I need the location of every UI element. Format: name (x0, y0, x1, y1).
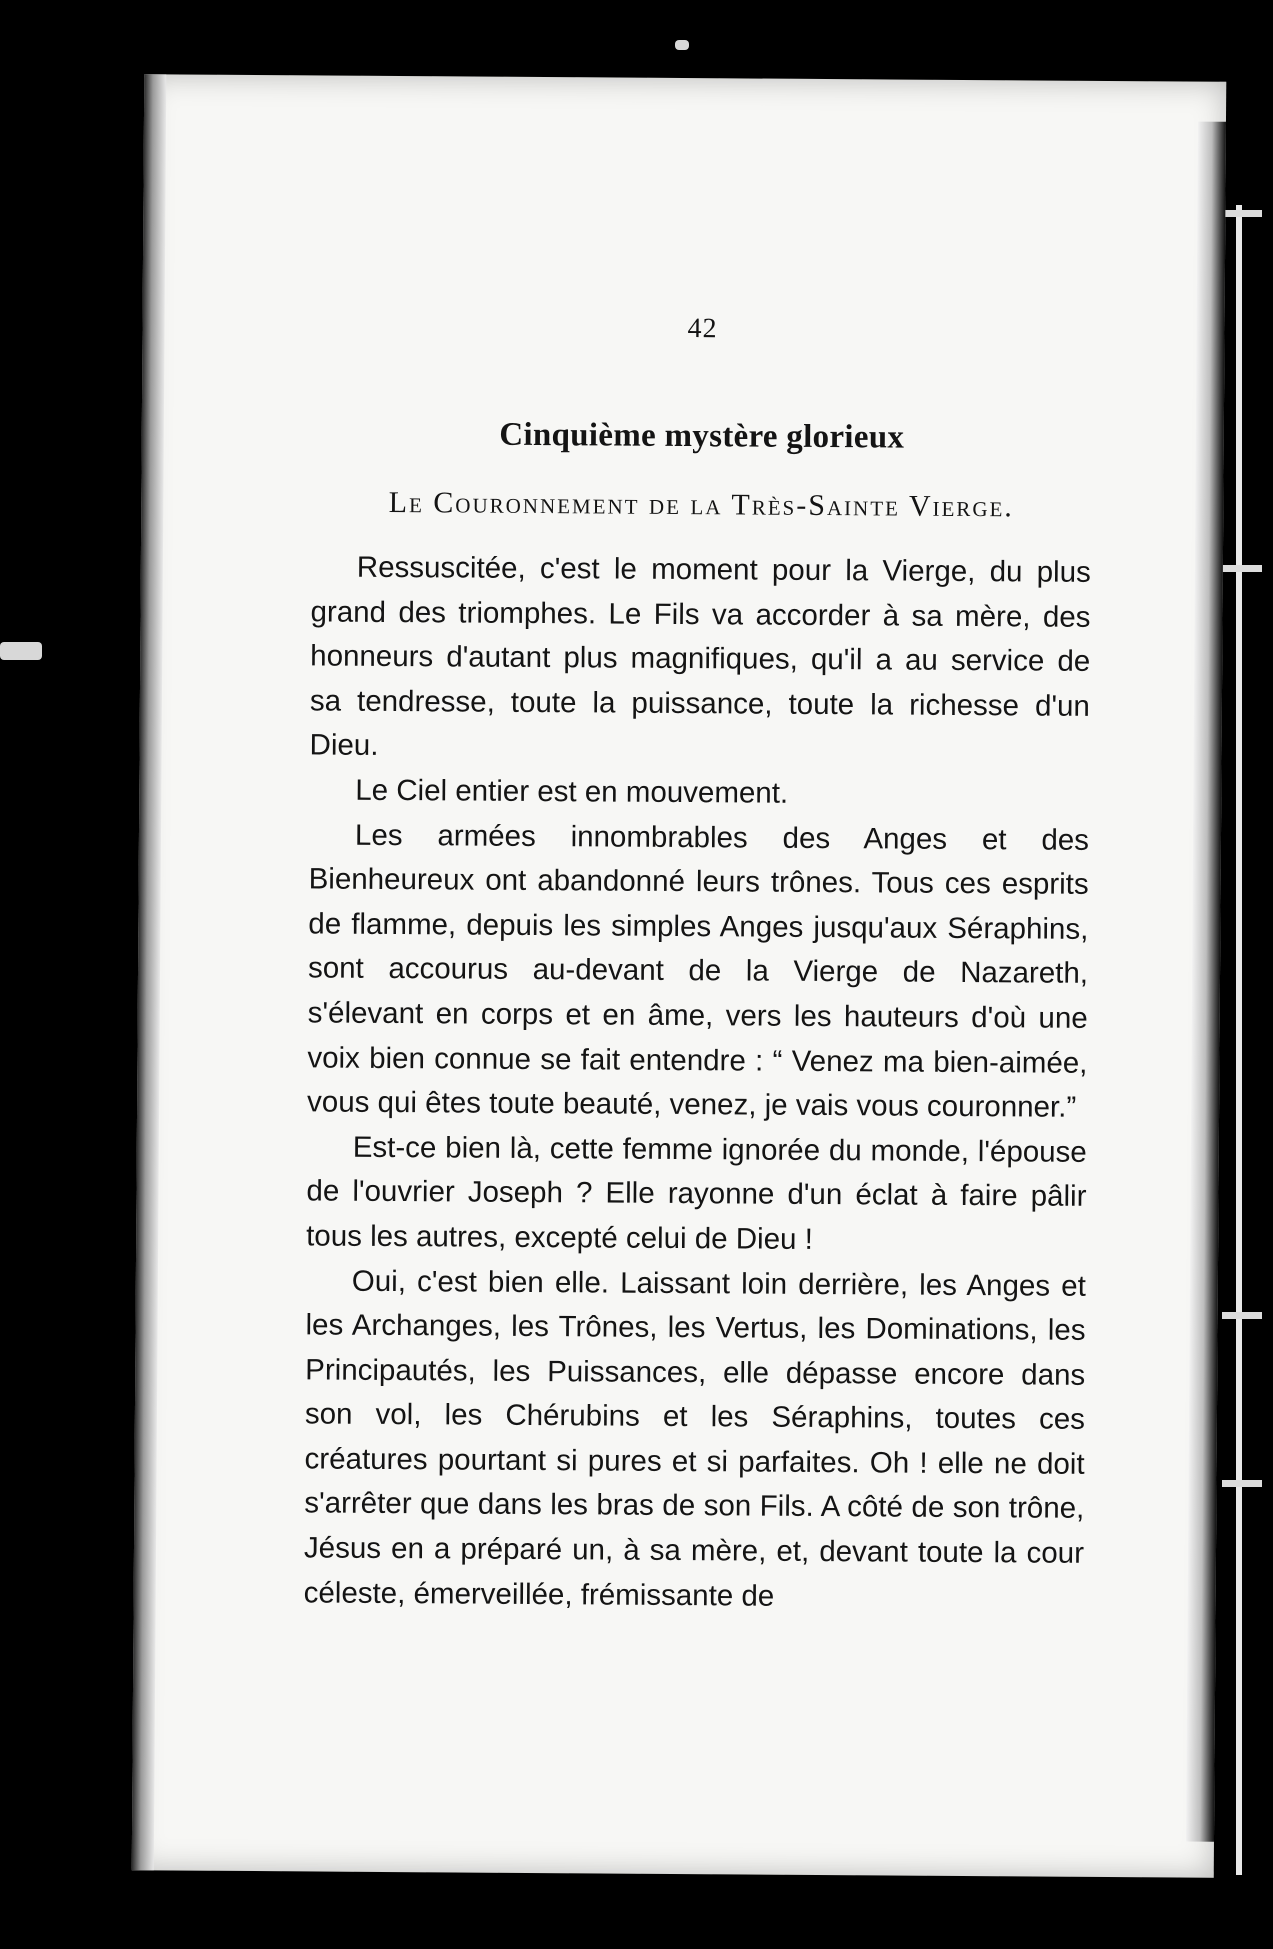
chapter-subtitle: Le Couronnement de la Très-Sainte Vierge. (388, 485, 1014, 524)
margin-mark (1222, 565, 1262, 572)
chapter-title: Cinquième mystère glorieux (499, 416, 905, 456)
scan-speck (675, 40, 689, 50)
page-left-edge (132, 74, 167, 1870)
adjacent-page-strip (1220, 70, 1273, 1870)
scan-speck (0, 642, 42, 660)
page-content (302, 75, 1095, 1876)
book-page (132, 74, 1227, 1878)
margin-mark (1222, 1480, 1262, 1487)
paragraph: Est-ce bien là, cette femme ignorée du monde, l'épouse de l'ouvrier Joseph ? Elle rayonne d'un éclat à faire pâlir tous les autres, excepté celui de Dieu ! (306, 1130, 1087, 1256)
margin-mark (1222, 1312, 1262, 1319)
paragraph: Les armées innombrables des Anges et des Bienheureux ont abandonné leurs trônes. Tous ces esprits de flamme, depuis les simples Anges jusqu'aux Séraphins, sont accourus au-devant de la Vierge de Nazareth, s'élevant en corps et en âme, vers les hauteurs d'où une voix bien connue se fait entendre : “ Venez ma bien-aimée, vous qui êtes toute beauté, venez, je vais vous couronner.” (306, 818, 1090, 1124)
page-number: 42 (687, 313, 718, 345)
adjacent-page-rule (1236, 205, 1242, 1875)
paragraph: Le Ciel entier est en mouvement. (355, 773, 789, 810)
paragraph: Oui, c'est bien elle. Laissant loin derrière, les Anges et les Archanges, les Trônes, les Vertus, les Dominations, les Principautés, les Puissances, elle dépasse encore dans son vol, les Chérubins et les Séraphins, toutes ces créatures pourtant si pures et si parfaites. Oh ! elle ne doit s'arrêter que dans les bras de son Fils. A côté de son trône, Jésus en a préparé un, à sa mère, et, devant toute la cour céleste, émerveillée, frémissante de (303, 1264, 1086, 1613)
body-text (304, 545, 1091, 1621)
margin-mark (1222, 210, 1262, 217)
paragraph: Ressuscitée, c'est le moment pour la Vierge, du plus grand des triomphes. Le Fils va accorder à sa mère, des honneurs d'autant plus magnifiques, qu'il a au service de sa tendresse, toute la puissance, toute la richesse d'un Dieu. (309, 550, 1091, 763)
